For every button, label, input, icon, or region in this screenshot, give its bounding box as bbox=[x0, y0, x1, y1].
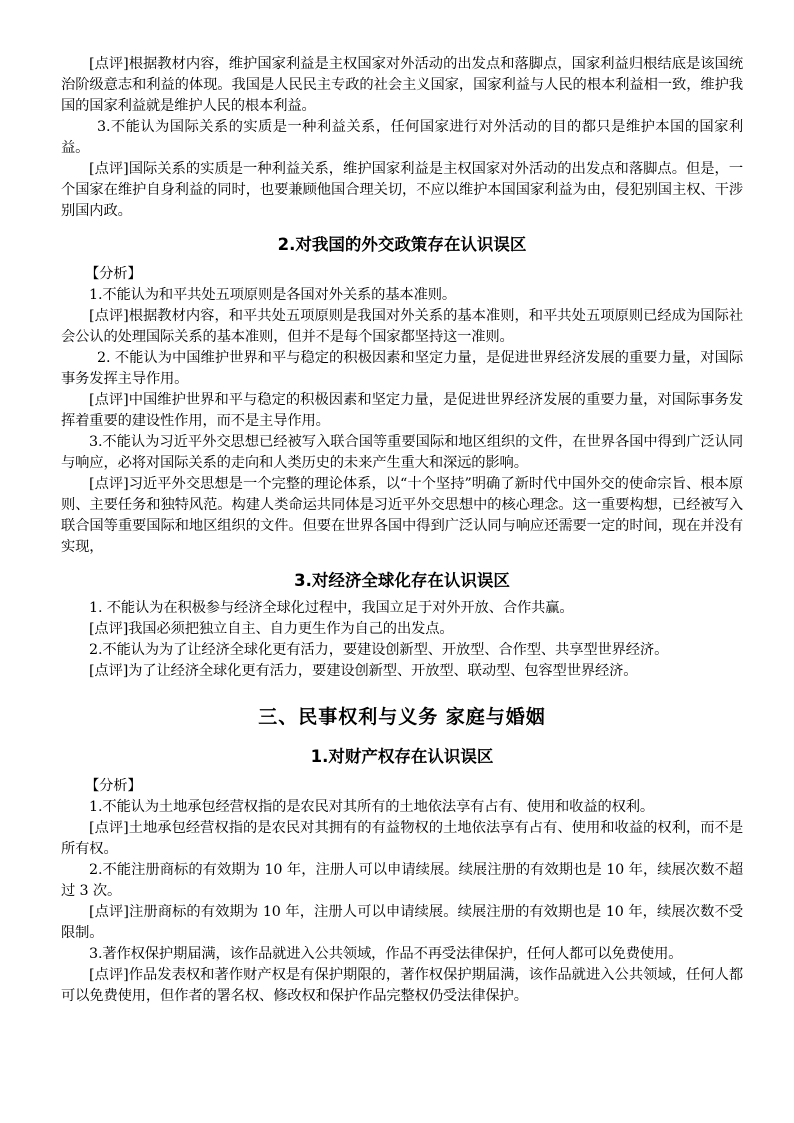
comment-paragraph: [点评]国际关系的实质是一种利益关系，维护国家利益是主权国家对外活动的出发点和落脚点。但是，一个国家在维护自身利益的同时，也要兼顾他国合理关切，不应以维护本国国家利益为由，侵犯别国主权、干涉别国内政。 bbox=[61, 161, 743, 219]
misconception-item: 1.不能认为土地承包经营权指的是农民对其所有的土地依法享有占有、使用和收益的权利。 bbox=[89, 799, 655, 815]
analysis-label: 【分析】 bbox=[85, 266, 142, 282]
misconception-item: 3.不能认为习近平外交思想已经被写入联合国等重要国际和地区组织的文件，在世界各国中得到广泛认同与响应，必将对国际关系的走向和人类历史的未来产生重大和深远的影响。 bbox=[61, 434, 743, 471]
section-heading-globalization: 3.对经济全球化存在认识误区 bbox=[294, 571, 510, 590]
misconception-item: 2. 不能认为中国维护世界和平与稳定的积极因素和坚定力量，是促进世界经济发展的重要力量，对国际事务发挥主导作用。 bbox=[61, 350, 743, 387]
section-heading-property-rights: 1.对财产权存在认识误区 bbox=[310, 747, 494, 766]
chapter-title: 三、民事权利与义务 家庭与婚姻 bbox=[258, 706, 546, 728]
misconception-item: 3.著作权保护期届满，该作品就进入公共领域，作品不再受法律保护，任何人都可以免费使用。 bbox=[89, 946, 683, 962]
analysis-label: 【分析】 bbox=[85, 778, 142, 794]
comment-paragraph: [点评]作品发表权和著作财产权是有保护期限的，著作权保护期届满，该作品就进入公共领域，任何人都可以免费使用，但作者的署名权、修改权和保护作品完整权仍受法律保护。 bbox=[61, 967, 743, 1004]
misconception-item: 1. 不能认为在积极参与经济全球化过程中，我国立足于对外开放、合作共赢。 bbox=[89, 600, 574, 616]
misconception-item: 3.不能认为国际关系的实质是一种利益关系，任何国家进行对外活动的目的都只是维护本国的国家利益。 bbox=[61, 119, 743, 156]
misconception-item: 1.不能认为和平共处五项原则是各国对外关系的基本准则。 bbox=[89, 287, 457, 303]
comment-paragraph: [点评]我国必须把独立自主、自力更生作为自己的出发点。 bbox=[89, 621, 454, 637]
comment-paragraph: [点评]土地承包经营权指的是农民对其拥有的有益物权的土地依法享有占有、使用和收益的权利，而不是所有权。 bbox=[61, 820, 743, 857]
document-page bbox=[61, 54, 743, 1007]
misconception-item: 2.不能注册商标的有效期为 10 年，注册人可以申请续展。续展注册的有效期也是 10 年，续展次数不超过 3 次。 bbox=[61, 862, 743, 899]
comment-paragraph: [点评]为了让经济全球化更有活力，要建设创新型、开放型、联动型、包容型世界经济。 bbox=[89, 663, 638, 679]
comment-paragraph: [点评]中国维护世界和平与稳定的积极因素和坚定力量，是促进世界经济发展的重要力量，对国际事务发挥着重要的建设性作用，而不是主导作用。 bbox=[61, 392, 743, 429]
comment-paragraph: [点评]习近平外交思想是一个完整的理论体系，以“十个坚持”明确了新时代中国外交的使命宗旨、根本原则、主要任务和独特风范。构建人类命运共同体是习近平外交思想中的核心理念。这一重要构想，已经被写入联合国等重要国际和地区组织的文件。但要在世界各国中得到广泛认同与响应还需要一定的时间，现在并没有实现， bbox=[61, 476, 743, 555]
misconception-item: 2.不能认为为了让经济全球化更有活力，要建设创新型、开放型、合作型、共享型世界经济。 bbox=[89, 642, 669, 658]
section-heading-foreign-policy: 2.对我国的外交政策存在认识误区 bbox=[277, 235, 527, 254]
comment-paragraph: [点评]根据教材内容，和平共处五项原则是我国对外关系的基本准则，和平共处五项原则已经成为国际社会公认的处理国际关系的基本准则，但并不是每个国家都坚持这一准则。 bbox=[61, 308, 743, 345]
comment-paragraph: [点评]注册商标的有效期为 10 年，注册人可以申请续展。续展注册的有效期也是 10 年，续展次数不受限制。 bbox=[61, 904, 743, 941]
comment-paragraph: [点评]根据教材内容，维护国家利益是主权国家对外活动的出发点和落脚点，国家利益归根结底是该国统治阶级意志和利益的体现。我国是人民民主专政的社会主义国家，国家利益与人民的根本利益相一致，维护我国的国家利益就是维护人民的根本利益。 bbox=[61, 56, 743, 114]
